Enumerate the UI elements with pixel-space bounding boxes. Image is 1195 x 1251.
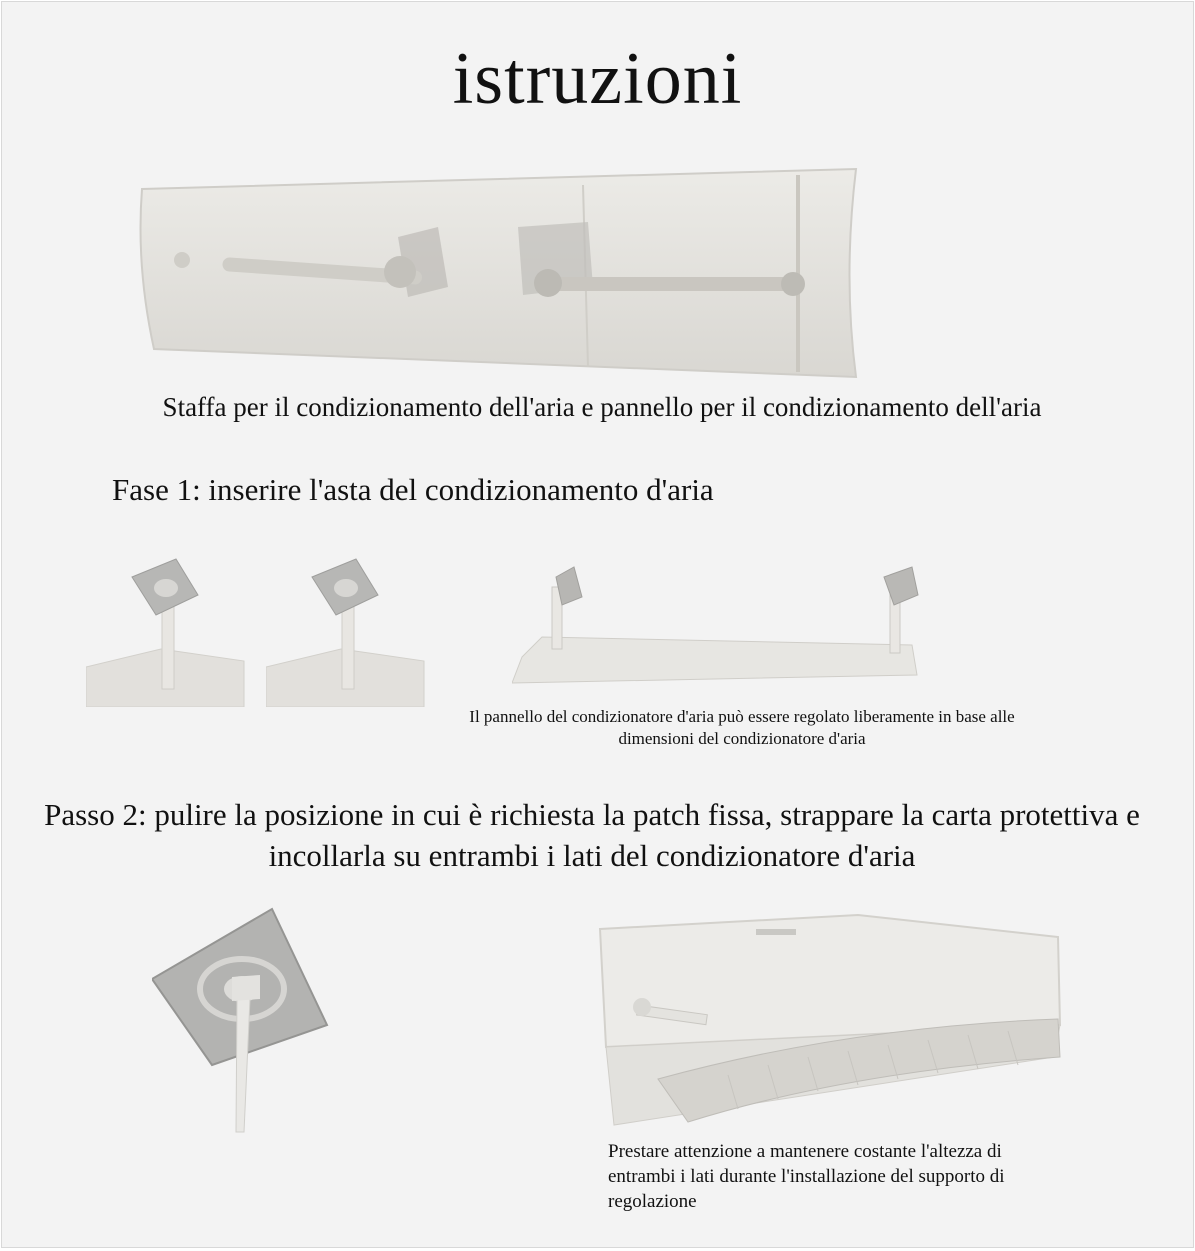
bracket-on-base-illustration <box>266 557 426 707</box>
panel-with-rods-illustration <box>138 167 868 387</box>
caption-height-note: Prestare attenzione a mantenere costante l'altezza di entrambi i lati durante l'installazione del supporto di regolazione <box>608 1141 1005 1212</box>
caption-bracket-panel: Staffa per il condizionamento dell'aria e pannello per il condizionamento dell'aria <box>162 392 1042 422</box>
ac-unit-with-deflector-illustration <box>598 907 1068 1132</box>
caption-panel-adjust: Il pannello del condizionatore d'aria può essere regolato liberamente in base alle dimensioni del condizionatore d'aria <box>469 707 1015 748</box>
adhesive-patch-closeup-illustration <box>152 907 332 1137</box>
step-2-heading: Passo 2: pulire la posizione in cui è richiesta la patch fissa, strappare la carta protettiva e incollarla su entrambi i lati del condizionatore d'aria <box>44 797 1140 873</box>
step-1-heading: Fase 1: inserire l'asta del condizionamento d'aria <box>112 472 714 507</box>
page-title: istruzioni <box>452 38 743 120</box>
bracket-on-base-illustration <box>86 557 246 707</box>
assembled-panel-illustration <box>512 557 922 697</box>
instruction-sheet <box>2 2 1193 1247</box>
